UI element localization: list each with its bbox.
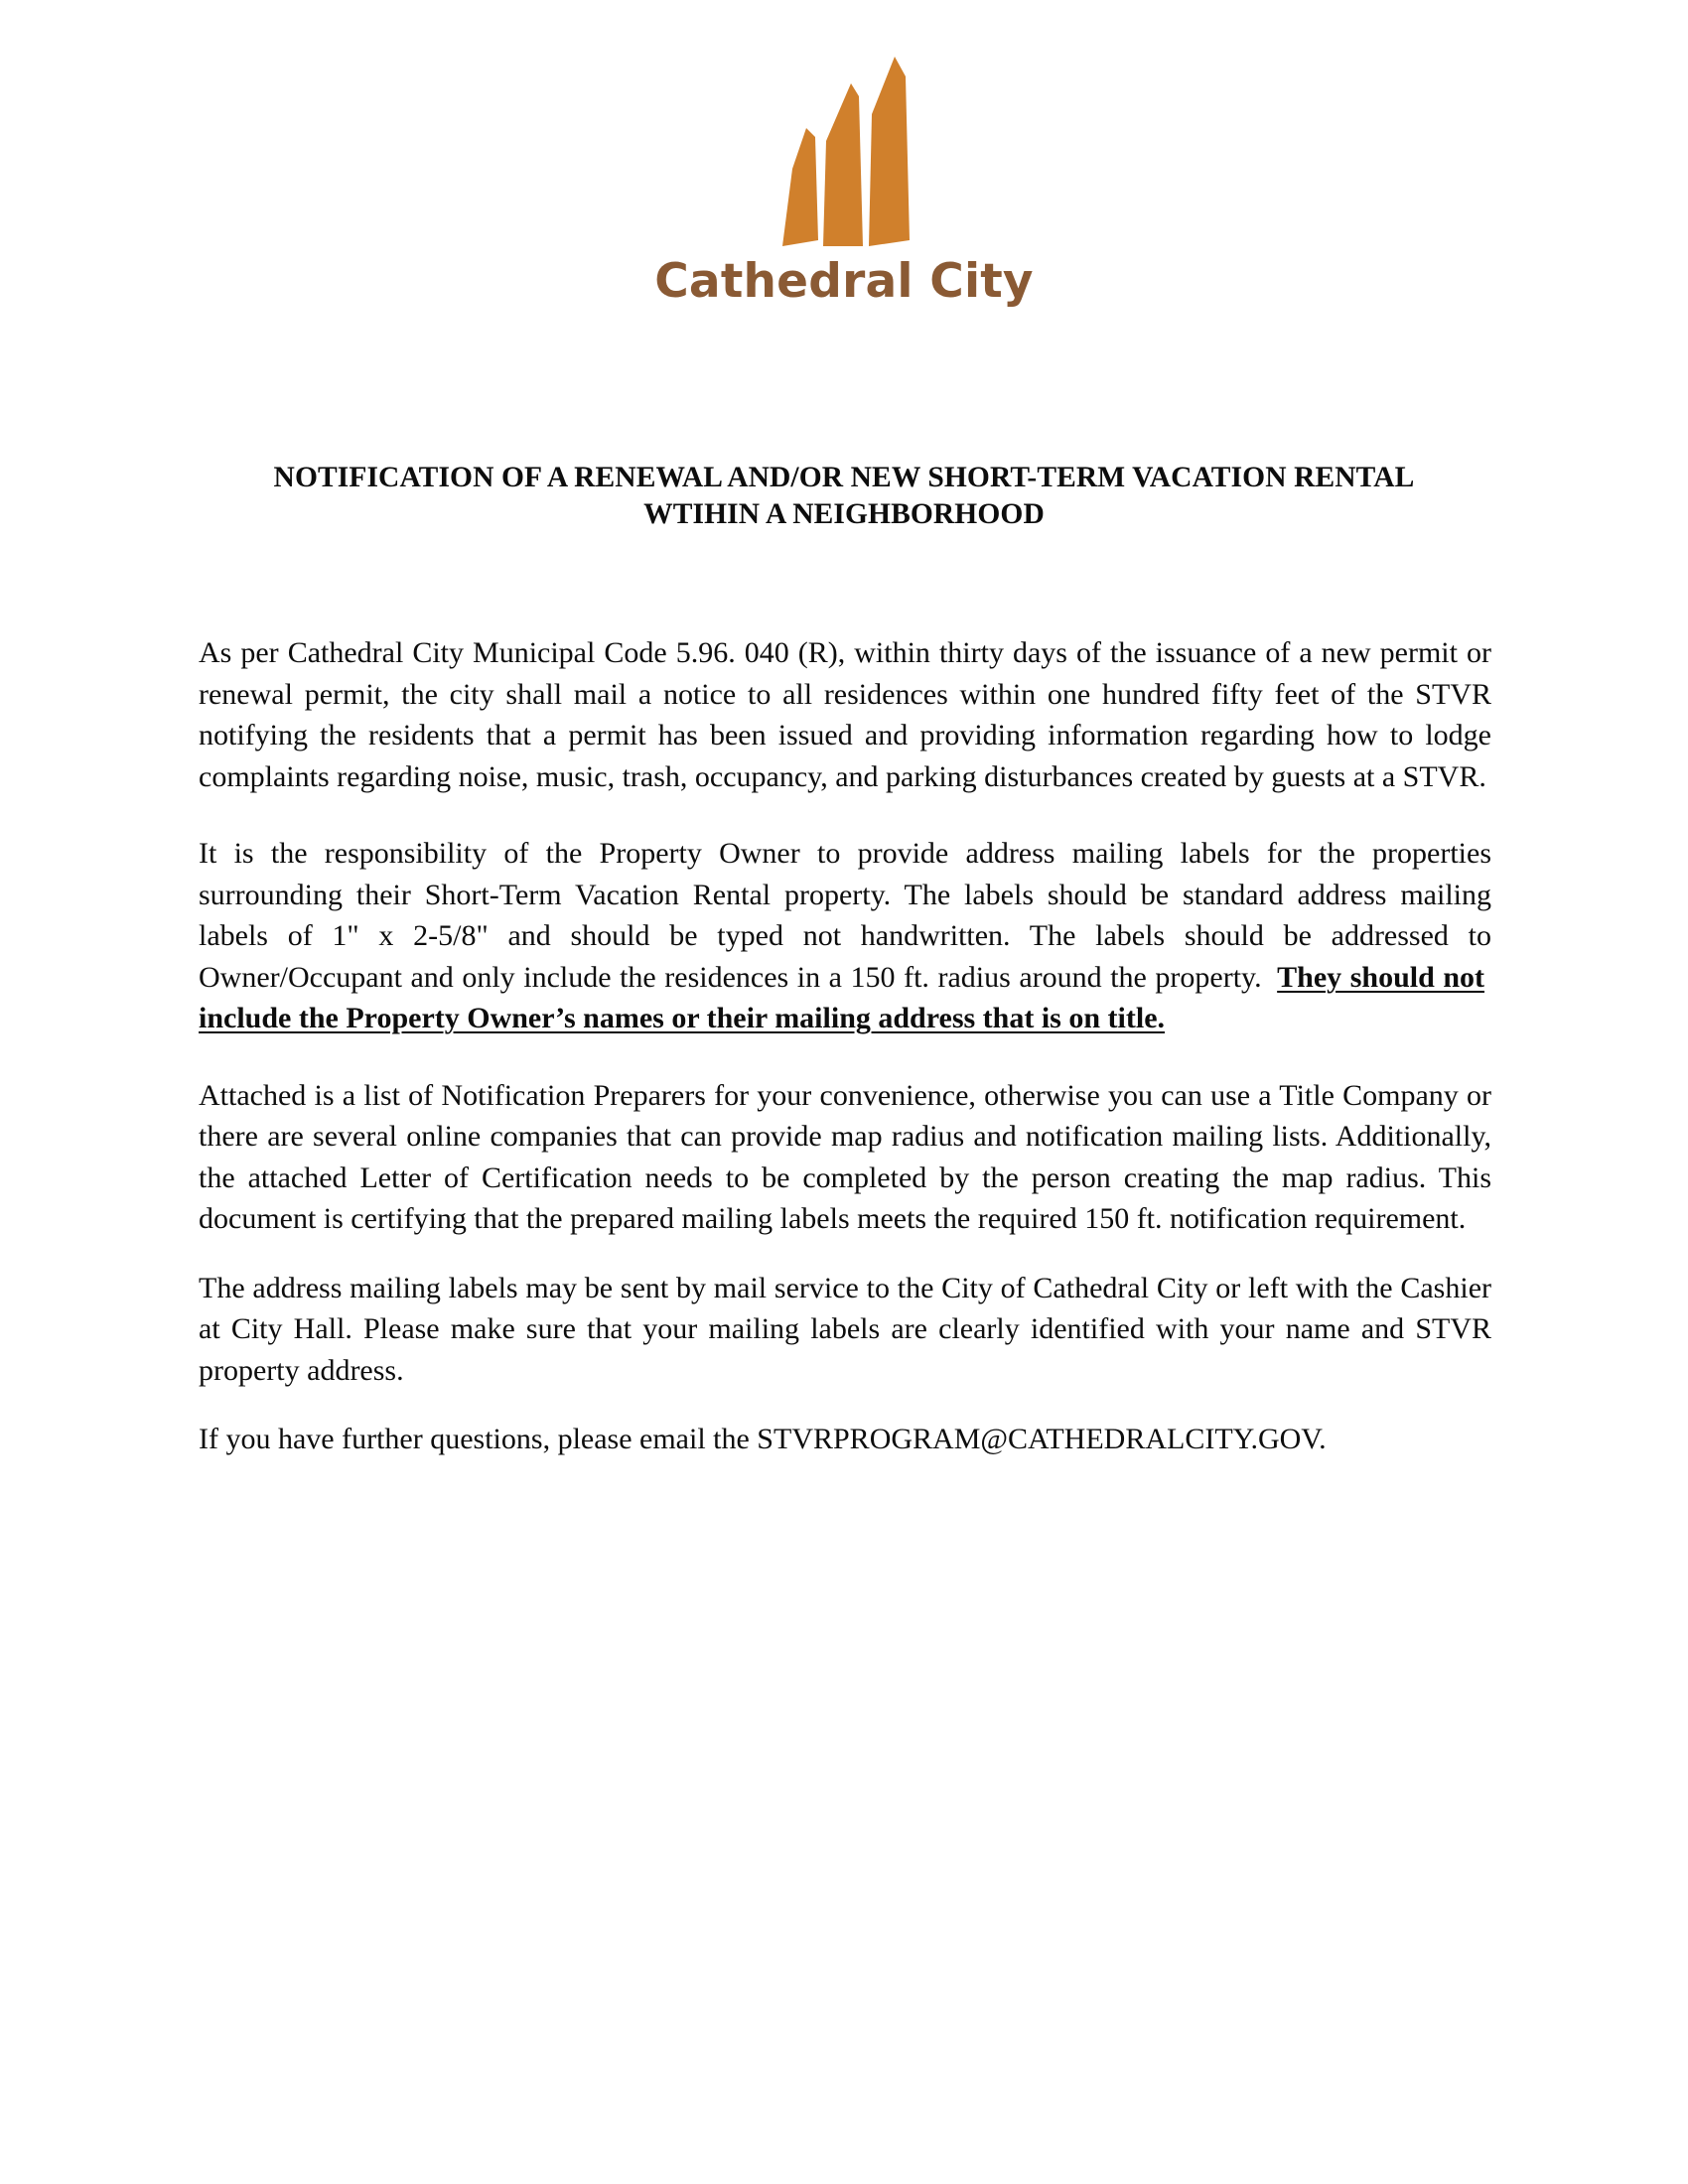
paragraph-notification-preparers: Attached is a list of Notification Preparers for your convenience, otherwise you can use a Title Company or there are several online companies that can provide map radius and notification mailing lists. Additionally, the attached Letter of Certification needs to be completed by the person creating the map radius. This document is certifying that the prepared mailing labels meets the required 150 ft. notification requirement. [199,1078,1491,1235]
city-logo-wordmark: Cathedral City [654,254,1034,309]
emphasis-no-owner-names: include the Property Owner’s names or their mailing address that is on title. [199,1002,1166,1034]
paragraph-contact-email: If you have further questions, please email the STVRPROGRAM@CATHEDRALCITY.GOV. [199,1423,1327,1455]
page-title-line-1: NOTIFICATION OF A RENEWAL AND/OR NEW SHORT-TERM VACATION RENTAL [273,462,1415,493]
city-logo [0,0,1688,309]
paragraph-owner-responsibility-text: It is the responsibility of the Property Owner to provide address mailing labels for the properties surrounding their Short-Term Vacation Rental property. The labels should be standard address mailing labels of 1" x 2-5/8" and should be typed not handwritten. The labels should be addressed to Owner/Occupant and only include the residences in a 150 ft. radius around the property. [199,837,1491,994]
emphasis-they-should-not: They should not [1277,960,1485,994]
paragraph-label-delivery: The address mailing labels may be sent by mail service to the City of Cathedral City or left with the Cashier at City Hall. Please make sure that your mailing labels are clearly identified with your name and STVR property address. [199,1271,1491,1387]
paragraph-owner-responsibility [199,833,1491,1039]
page-title [199,460,1489,533]
document-body [199,632,1491,1460]
page-title-line-2: WTIHIN A NEIGHBORHOOD [643,497,1045,530]
three-peaks-logo-icon [760,52,928,250]
paragraph-municipal-code: As per Cathedral City Municipal Code 5.96. 040 (R), within thirty days of the issuance of a new permit or renewal permit, the city shall mail a notice to all residences within one hundred fifty feet of the STVR notifying the residents that a permit has been issued and providing information regarding how to lodge complaints regarding noise, music, trash, occupancy, and parking disturbances created by guests at a STVR. [199,636,1491,793]
